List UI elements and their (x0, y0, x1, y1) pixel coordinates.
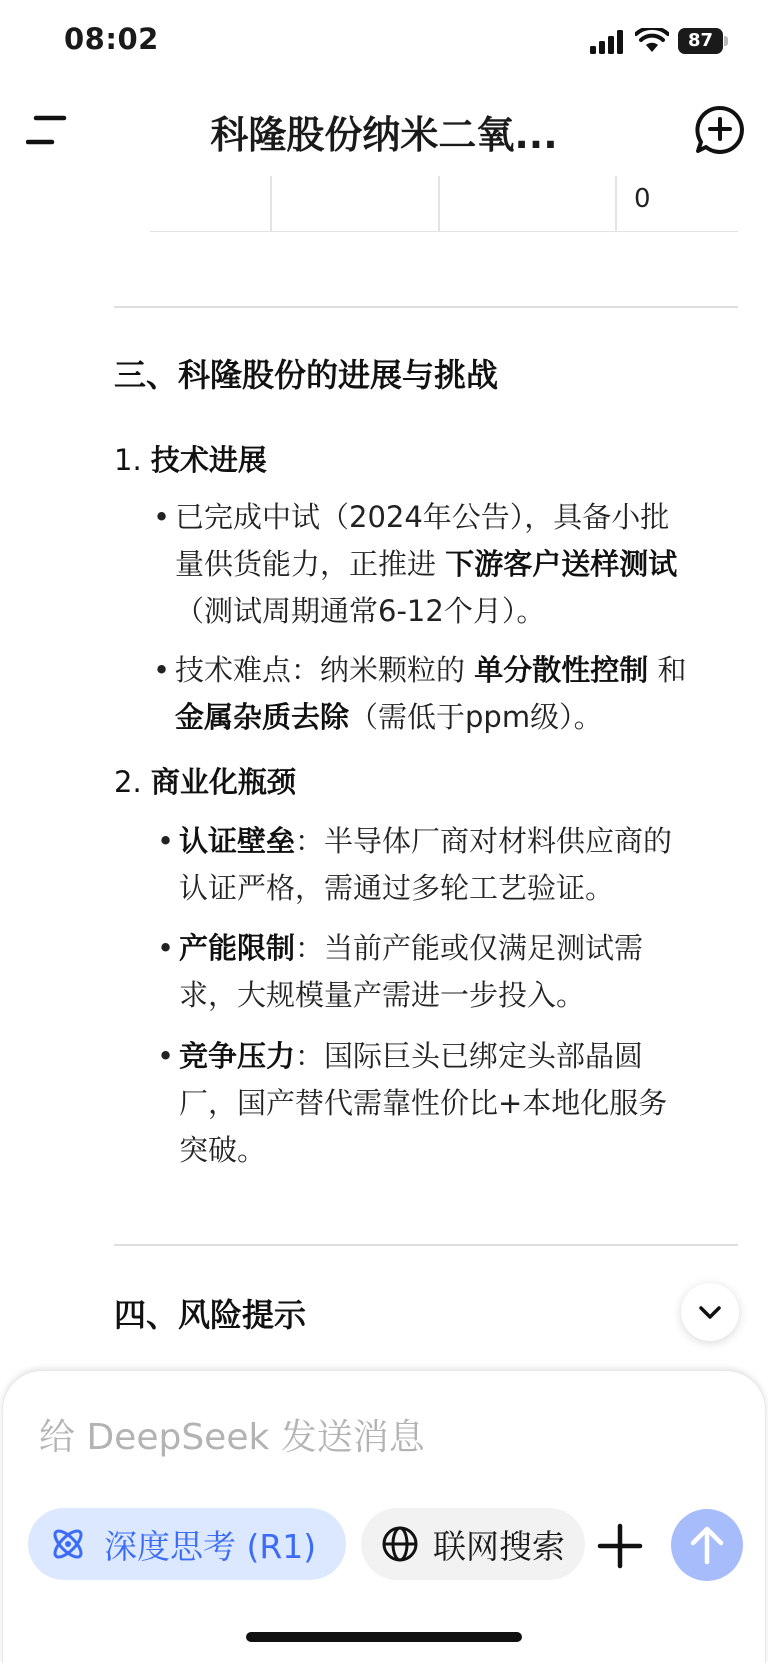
list-item-text: 已完成中试（2024年公告），具备小批 量供货能力，正推进 下游客户送样测试 （测试周期通常6-12个月）。 (175, 500, 678, 628)
cellular-signal-icon (590, 30, 626, 54)
chevron-down-icon (698, 1302, 722, 1322)
status-time: 08:02 (64, 22, 159, 56)
menu-icon[interactable] (26, 114, 68, 146)
list-item-text: 竞争压力：国际巨头已绑定头部晶圆 厂，国产替代需靠性价比+本地化服务 突破。 (179, 1039, 668, 1167)
web-search-toggle[interactable] (361, 1508, 585, 1580)
attach-plus-icon[interactable] (597, 1523, 643, 1569)
nav-bar (0, 86, 768, 172)
table-column-divider (270, 176, 272, 232)
bullet-dot: • (153, 653, 171, 687)
numbered-item-commercialization (114, 760, 296, 801)
home-indicator (246, 1632, 522, 1642)
new-chat-icon[interactable] (694, 104, 746, 156)
item-title: 商业化瓶颈 (150, 765, 296, 799)
deep-think-toggle[interactable] (28, 1508, 346, 1580)
send-button[interactable] (671, 1509, 743, 1581)
battery-icon (678, 28, 728, 54)
deep-think-label: 深度思考 (R1) (104, 1526, 317, 1566)
item-title: 技术进展 (150, 443, 267, 477)
bullet-dot: • (157, 824, 175, 858)
globe-icon (381, 1525, 419, 1563)
table-cell: 0 (634, 184, 651, 214)
table-fragment (150, 176, 738, 232)
item-number: 1. (114, 443, 142, 477)
message-composer (2, 1370, 766, 1663)
conversation-title[interactable]: 科隆股份纳米二氧... (210, 113, 558, 157)
bullet-dot: • (157, 1039, 175, 1073)
wifi-icon (635, 28, 669, 54)
list-item-text: 产能限制：当前产能或仅满足测试需 求，大规模量产需进一步投入。 (179, 931, 644, 1012)
bullet-dot: • (157, 931, 175, 965)
list-item-text: 认证壁垒：半导体厂商对材料供应商的 认证严格，需通过多轮工艺验证。 (179, 824, 673, 905)
status-bar (0, 0, 768, 84)
table-column-divider (438, 176, 440, 232)
table-column-divider (615, 176, 617, 232)
atom-icon (48, 1524, 88, 1564)
section-heading: 四、风险提示 (114, 1296, 307, 1334)
message-input[interactable]: 给 DeepSeek 发送消息 (39, 1417, 425, 1458)
section-heading: 三、科隆股份的进展与挑战 (114, 356, 499, 394)
arrow-up-icon (689, 1525, 725, 1565)
numbered-item-technical-progress (114, 438, 267, 479)
list-item-text: 技术难点：纳米颗粒的 单分散性控制 和 金属杂质去除（需低于ppm级）。 (175, 653, 687, 734)
battery-percentage: 87 (687, 30, 714, 51)
section-divider (114, 306, 738, 308)
section-divider (114, 1244, 738, 1246)
web-search-label: 联网搜索 (433, 1526, 565, 1566)
scroll-to-bottom-button[interactable] (681, 1283, 739, 1341)
item-number: 2. (114, 765, 142, 799)
bullet-dot: • (153, 500, 171, 534)
